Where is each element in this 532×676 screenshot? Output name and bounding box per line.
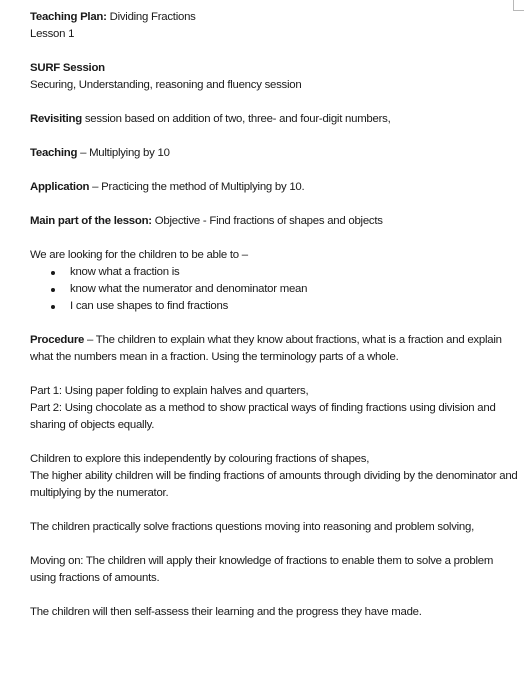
title-label: Teaching Plan: — [30, 11, 107, 23]
surf-description: Securing, Understanding, reasoning and fluency session — [30, 79, 302, 91]
title-value: Dividing Fractions — [106, 11, 196, 23]
practical-paragraph: The children practically solve fractions questions moving into reasoning and problem solving, — [30, 521, 475, 533]
moving-on-paragraph: Moving on: The children will apply their knowledge of fractions to enable them to solve a problem using fractions of amounts. — [30, 555, 494, 584]
application-text: – Practicing the method of Multiplying by 10. — [89, 181, 305, 193]
list-item: know what the numerator and denominator mean — [30, 281, 520, 298]
explore-line-two: The higher ability children will be finding fractions of amounts through dividing by the denominator and multiplying by the numerator. — [30, 470, 518, 499]
teaching-label: Teaching — [30, 147, 78, 159]
objectives-intro: We are looking for the children to be able to – — [30, 249, 248, 261]
part-two: Part 2: Using chocolate as a method to show practical ways of finding fractions using division and sharing of objects equally. — [30, 402, 496, 431]
teaching-text: – Multiplying by 10 — [77, 147, 170, 159]
revisiting-line — [30, 111, 520, 128]
surf-heading: SURF Session — [30, 62, 105, 74]
list-item: I can use shapes to find fractions — [30, 298, 520, 315]
title-line — [30, 9, 520, 26]
part-one: Part 1: Using paper folding to explain halves and quarters, — [30, 385, 309, 397]
list-item: know what a fraction is — [30, 264, 520, 281]
application-line — [30, 179, 520, 196]
application-label: Application — [30, 181, 90, 193]
document-body — [30, 9, 520, 621]
lesson-number: Lesson 1 — [30, 28, 75, 40]
procedure-paragraph — [30, 332, 520, 366]
explore-line-one: Children to explore this independently by colouring fractions of shapes, — [30, 453, 370, 465]
revisiting-text: session based on addition of two, three- and four-digit numbers, — [81, 113, 391, 125]
procedure-text: – The children to explain what they know about fractions, what is a fraction and explain what the numbers mean in a fraction. Using the terminology parts of a whole. — [30, 334, 502, 363]
main-part-text: Objective - Find fractions of shapes and objects — [151, 215, 383, 227]
main-part-line — [30, 213, 520, 230]
teaching-line — [30, 145, 520, 162]
objectives-list — [30, 264, 520, 315]
revisiting-label: Revisiting — [30, 113, 82, 125]
self-assess-paragraph: The children will then self-assess their learning and the progress they have made. — [30, 606, 422, 618]
main-part-label: Main part of the lesson: — [30, 215, 152, 227]
procedure-label: Procedure — [30, 334, 85, 346]
